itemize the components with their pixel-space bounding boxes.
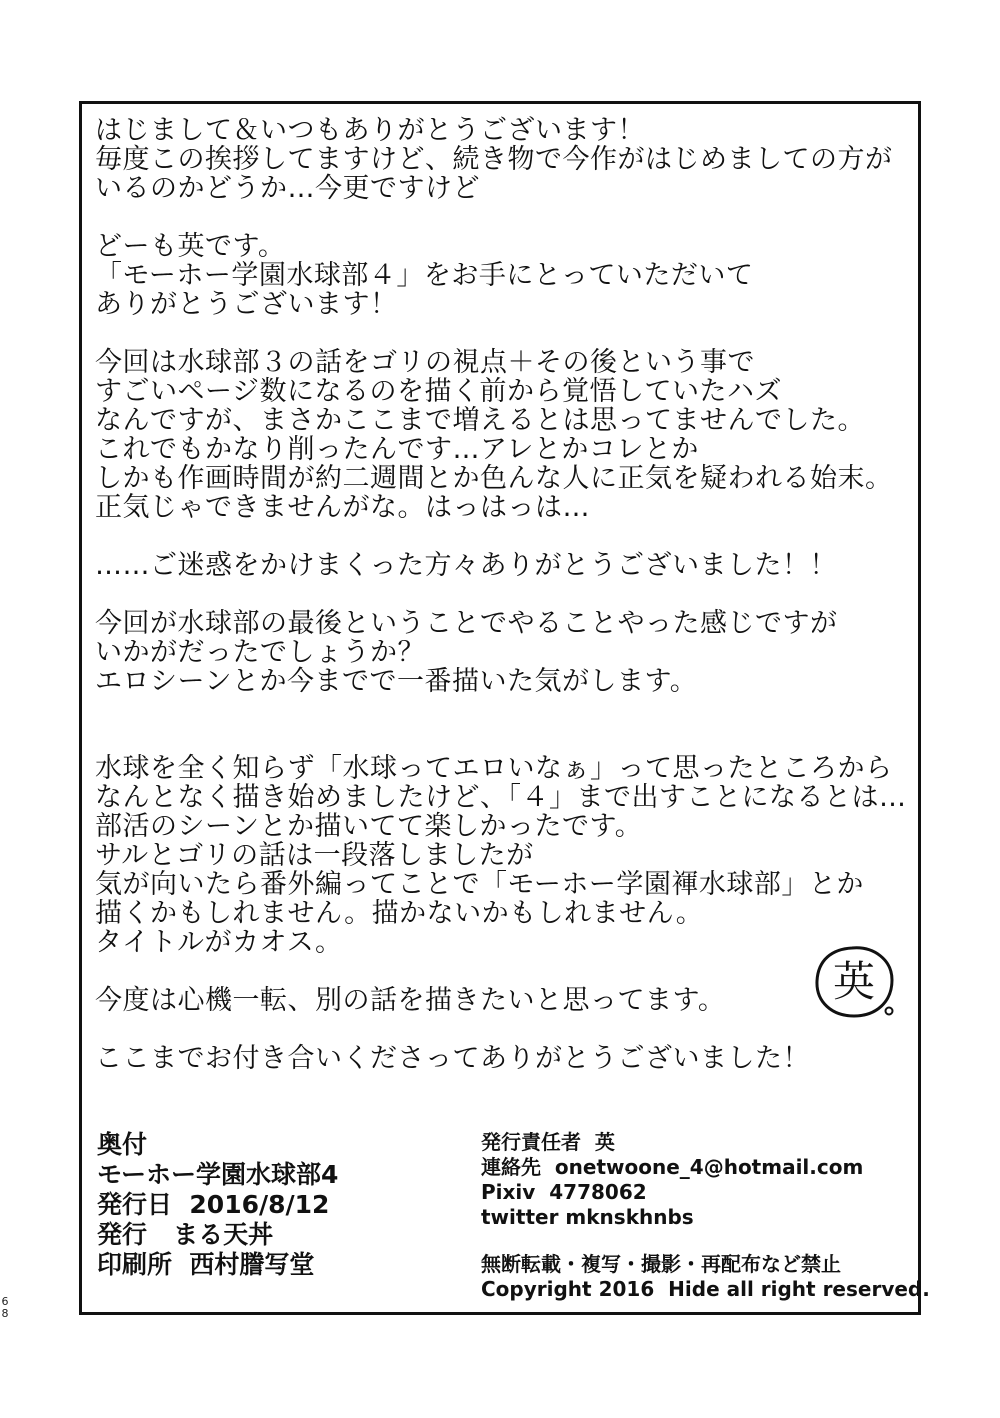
colophon-publisher: 発行 まる天丼 [97,1220,274,1249]
responsible-person: 発行責任者 英 [481,1130,615,1154]
text-line: エロシーンとか今までで一番描いた気がします。 [95,666,698,697]
text-line: 正気じゃできませんがな。はっはっは… [95,492,590,523]
copy-notice: 無断転載・複写・撮影・再配布など禁止 [481,1252,841,1276]
text-line: 毎度この挨拶してますけど、続き物で今作がはじめましての方が [95,144,893,175]
text-line: タイトルがカオス。 [95,927,343,958]
page-number [0,1296,10,1320]
text-line: いかがだったでしょうか？ [95,637,425,668]
paragraph-origin [95,754,915,957]
paragraph-thanks [95,551,915,580]
text-line: 「モーホー学園水球部４」をお手にとっていただいて [95,260,754,291]
text-line: どーも英です。 [95,231,286,262]
text-line: しかも作画時間が約二週間とか色んな人に正気を疑われる始末。 [95,463,893,494]
paragraph-greeting [95,116,915,203]
text-line: 部活のシーンとか描いてて楽しかったです。 [95,811,643,842]
text-line: なんとなく描き始めましたけど、「４」まで出すことになるとは… [95,782,907,813]
twitter-handle: twitter mknskhnbs [481,1205,694,1229]
colophon [97,1130,338,1280]
text-line: ……ご迷惑をかけまくった方々ありがとうございました！！ [95,550,837,581]
colophon-title: モーホー学園水球部4 [97,1160,339,1189]
text-line: 今回は水球部３の話をゴリの視点＋その後という事で [95,347,755,378]
text-line: 水球を全く知らず「水球ってエロいなぁ」って思ったところから [95,753,893,784]
text-line: ありがとうございます！ [95,289,398,320]
text-line: いるのかどうか…今更ですけど [95,173,480,204]
paragraph-closing [95,1044,915,1073]
colophon-heading: 奥付 [97,1130,148,1159]
text-line: 気が向いたら番外編ってことで「モーホー学園褌水球部」とか [95,869,864,900]
colophon-printer: 印刷所 西村謄写堂 [97,1250,315,1279]
paragraph-next [95,986,915,1015]
text-line: すごいページ数になるのを描く前から覚悟していたハズ [95,376,782,407]
text-line: これでもかなり削ったんです…アレとかコレとか [95,434,699,465]
text-line: サルとゴリの話は一段落しましたが [95,840,534,871]
seal-glyph: 英 [832,957,876,1006]
text-line: なんですが、まさかここまで増えるとは思ってませんでした。 [95,405,865,436]
paragraph-last [95,609,915,696]
text-line: 描くかもしれません。描かないかもしれません。 [95,898,704,929]
text-line: 今度は心機一転、別の話を描きたいと思ってます。 [95,985,726,1016]
page-number-digit: 8 [1,1307,9,1320]
afterword-text [95,116,915,1073]
copyright-line: Copyright 2016 Hide all right reserved. [481,1277,930,1301]
text-line: はじまして＆いつもありがとうございます！ [95,115,645,146]
page-number-digit: 6 [1,1295,9,1308]
text-line: ここまでお付き合いくださってありがとうございました！ [95,1043,810,1074]
paragraph-intro [95,232,915,319]
contact-email: 連絡先 onetwoone_4@hotmail.com [481,1155,864,1179]
pixiv-id: Pixiv 4778062 [481,1180,647,1204]
author-seal-icon [812,944,896,1020]
paragraph-story [95,348,915,522]
colophon-date: 発行日 2016/8/12 [97,1190,330,1219]
contact-info [481,1130,930,1302]
text-line: 今回が水球部の最後ということでやることやった感じですが [95,608,838,639]
